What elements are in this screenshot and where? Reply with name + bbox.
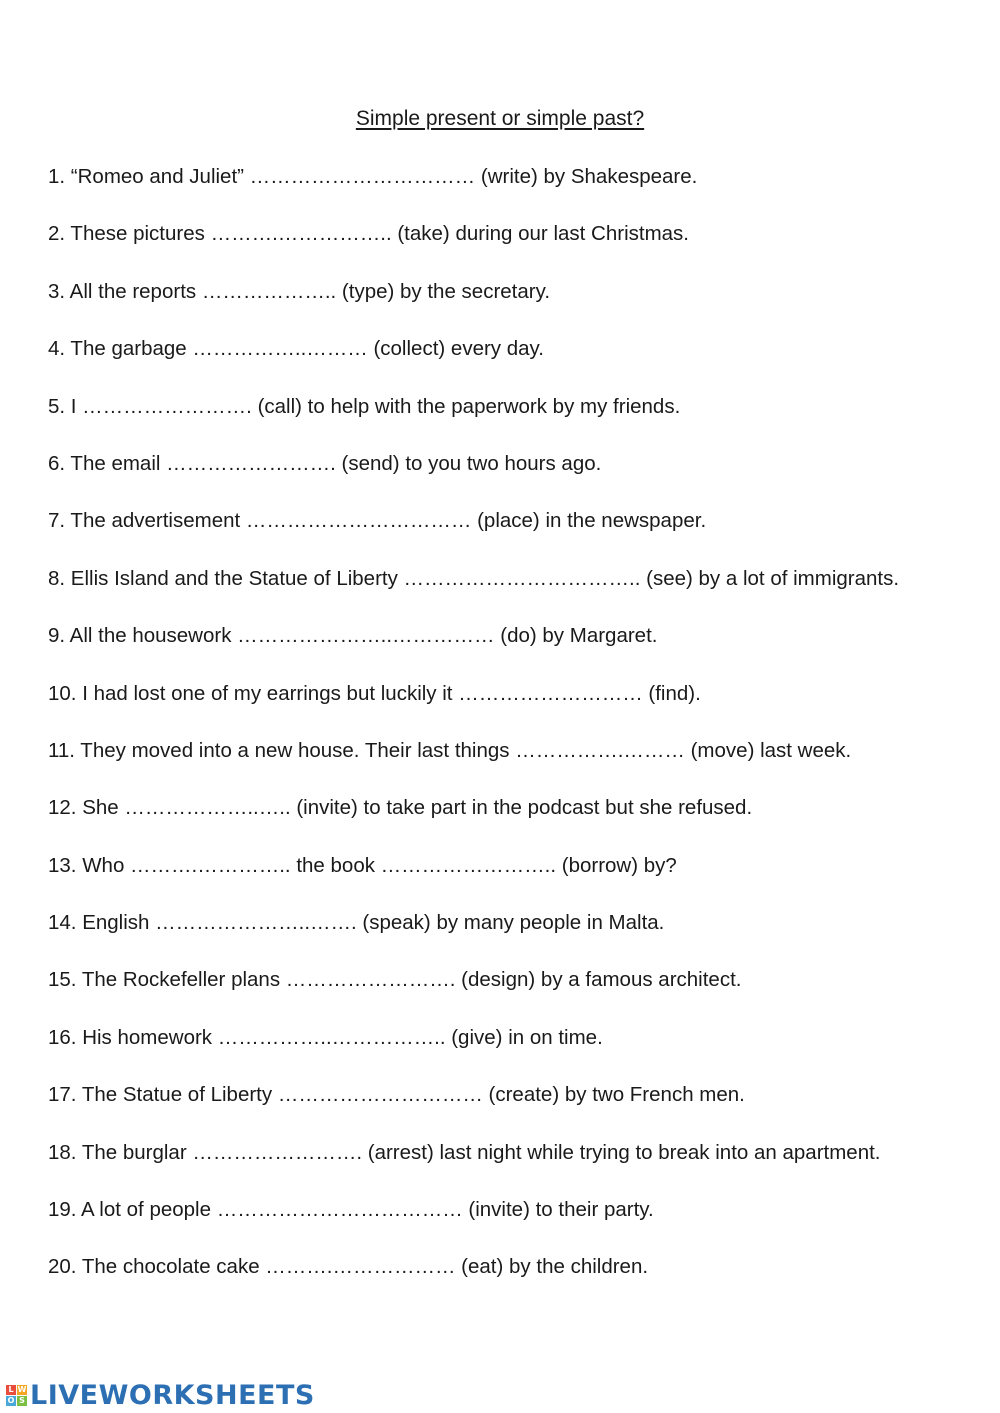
exercise-item: 1. “Romeo and Juliet” …………………………… (write) by Shakespeare. [48,165,698,188]
logo-badge-letter: S [17,1396,27,1406]
exercise-item: 19. A lot of people ……………………………… (invite) to their party. [48,1198,654,1222]
exercise-item: 5. I ……………………. (call) to help with the paperwork by my friends. [48,394,681,418]
exercise-item: 7. The advertisement …………………………… (place) in the newspaper. [48,509,707,533]
exercise-item: 11. They moved into a new house. Their last things …………….……… (move) last week. [48,738,852,762]
exercise-list [48,163,978,1311]
exercise-item: 3. All the reports ……………….. (type) by the secretary. [48,279,551,303]
exercise-item: 10. I had lost one of my earrings but luckily it ……………………… (find). [48,681,701,705]
logo-badge-icon [6,1385,27,1406]
exercise-item: 12. She ………………..….. (invite) to take part in the podcast but she refused. [48,796,753,820]
exercise-item: 18. The burglar ……………………. (arrest) last night while trying to break into an apartment. [48,1140,881,1164]
logo-badge-letter: O [7,1395,15,1405]
exercise-item: 4. The garbage ……………..……… (collect) every day. [48,337,544,361]
exercise-item: 17. The Statue of Liberty ………………………… (create) by two French men. [48,1083,745,1107]
exercise-item: 15. The Rockefeller plans ……………………. (design) by a famous architect. [48,968,742,992]
exercise-item: 13. Who ……….………….. the book …………………….. (borrow) by? [48,853,677,877]
exercise-item: 9. All the housework …………………..…………… (do) by Margaret. [48,624,658,648]
exercise-item: 6. The email ……………………. (send) to you two hours ago. [48,451,602,475]
logo-badge-letter: L [6,1385,16,1395]
worksheet-title: Simple present or simple past? [355,107,645,130]
exercise-item: 2. These pictures ……….…………….. (take) during our last Christmas. [48,222,690,246]
exercise-item: 20. The chocolate cake ……….……………… (eat) by the children. [48,1255,649,1279]
exercise-item: 8. Ellis Island and the Statue of Liberty …………………………….. (see) by a lot of immigrants. [48,566,900,590]
logo-badge-letter: W [17,1384,27,1394]
exercise-item: 14. English …………………..……. (speak) by many people in Malta. [48,911,665,935]
liveworksheets-logo [6,1379,315,1411]
logo-text: LIVEWORKSHEETS [30,1379,315,1411]
exercise-item: 16. His homework ……………..…………….. (give) in on time. [48,1025,603,1049]
